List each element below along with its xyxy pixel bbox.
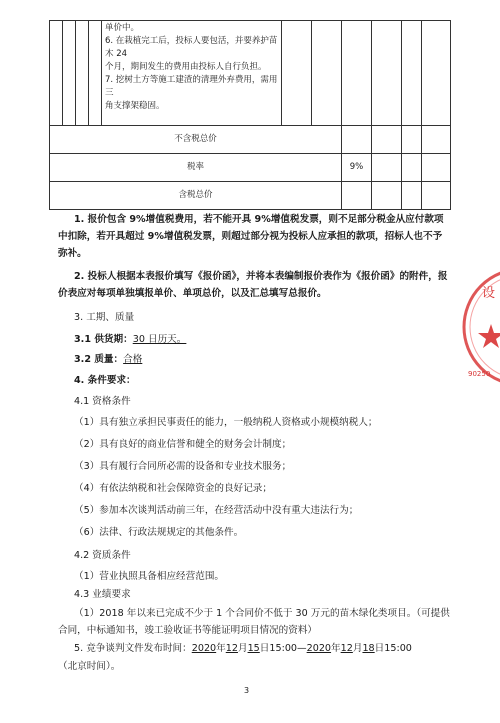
qualification-item: （1）营业执照具备相应经营范围。 [74,571,225,582]
condition-item: （1）具有独立承担民事责任的能力，一般纳税人资格或小规模纳税人； [74,417,378,428]
row-value [342,126,372,154]
row-value [342,182,372,210]
condition-item: （4）有依法纳税和社会保障资金的良好记录； [74,483,272,494]
year-unit: 年 [331,643,341,654]
condition-item: （3）具有履行合同所必需的设备和专业技术服务； [74,461,292,472]
end-time: 15:00 [384,643,412,654]
supply-period [74,332,186,348]
notes-line: 个月，期间发生的费用由投标人自行负担。 [105,62,267,72]
page-number: 3 [244,686,250,695]
subsection-heading: 4.1 资格条件 [74,396,131,407]
supply-period-label: 3.1 供货期： [74,334,133,345]
end-month: 12 [340,643,353,654]
table-row [50,154,451,182]
condition-item: （6）法律、行政法规规定的其他条件。 [74,527,244,538]
timezone-note: （北京时间）。 [58,661,121,672]
month-unit: 月 [237,643,248,654]
performance-item: （1）2018 年以来已完成不少于 1 个合同价不低于 30 万元的苗木绿化类项目。（可提供合同，中标通知书，竣工验收证书等能证明项目情况的资料） [58,608,450,636]
month-unit: 月 [352,643,363,654]
condition-item: （5）参加本次谈判活动前三年，在经营活动中没有重大违法行为； [74,505,359,516]
official-seal-stamp [462,262,500,392]
row-value: 9% [342,154,372,182]
row-label: 税率 [50,154,342,182]
table-row [50,126,451,154]
star-icon [478,324,500,348]
notes-cell [102,21,282,126]
table-row [50,182,451,210]
year-unit: 年 [216,643,226,654]
supply-period-value: 30 日历天。 [132,334,187,345]
notes-line: 6. 在栽植完工后，投标人要包活，并要养护苗木 24 [105,36,278,59]
price-table [49,20,451,210]
notes-line: 7. 挖树土方等施工建渣的清理外弃费用，需用三 [105,75,278,98]
section-heading: 3. 工期、质量 [74,312,135,323]
note-paragraph-2: 2. 投标人根据本表报价填写《报价函》，并将本表编制报价表作为《报价函》的附件，报价表应对每项单独填报单价、单项总价，以及汇总填写总报价。 [58,271,448,299]
quality [74,352,142,368]
table-row-notes [50,21,451,126]
publish-time [74,641,412,657]
start-time: 15:00 [269,643,298,654]
note-paragraph-1: 1. 报价包含 9%增值税费用，若不能开具 9%增值税发票，则不足部分税金从应付款项中扣除，若开具超过 9%增值税发票，则超过部分视为投标人应承担的款项，招标人也不予弥补。 [58,214,444,259]
range-dash: — [297,643,307,654]
section-heading: 4. 条件要求： [74,375,136,386]
start-year: 2020 [191,643,217,654]
seal-number: 90250 [468,370,491,378]
day-unit: 日 [374,643,385,654]
start-month: 12 [225,643,238,654]
publish-time-label: 5. 竞争谈判文件发布时间： [74,643,192,654]
subsection-heading: 4.2 资质条件 [74,550,131,561]
notes-line: 单价中。 [105,23,140,33]
day-unit: 日 [259,643,270,654]
quality-label: 3.2 质量： [74,354,124,365]
subsection-heading: 4.3 业绩要求 [74,589,131,600]
start-day: 15 [247,643,260,654]
condition-item: （2）具有良好的商业信誉和健全的财务会计制度； [74,439,292,450]
row-label: 含税总价 [50,182,342,210]
notes-line: 角支撑架稳固。 [105,101,165,111]
row-label: 不含税总价 [50,126,342,154]
end-day: 18 [362,643,375,654]
quality-value: 合格 [123,354,143,365]
seal-char: 设 [482,286,496,301]
end-year: 2020 [306,643,332,654]
